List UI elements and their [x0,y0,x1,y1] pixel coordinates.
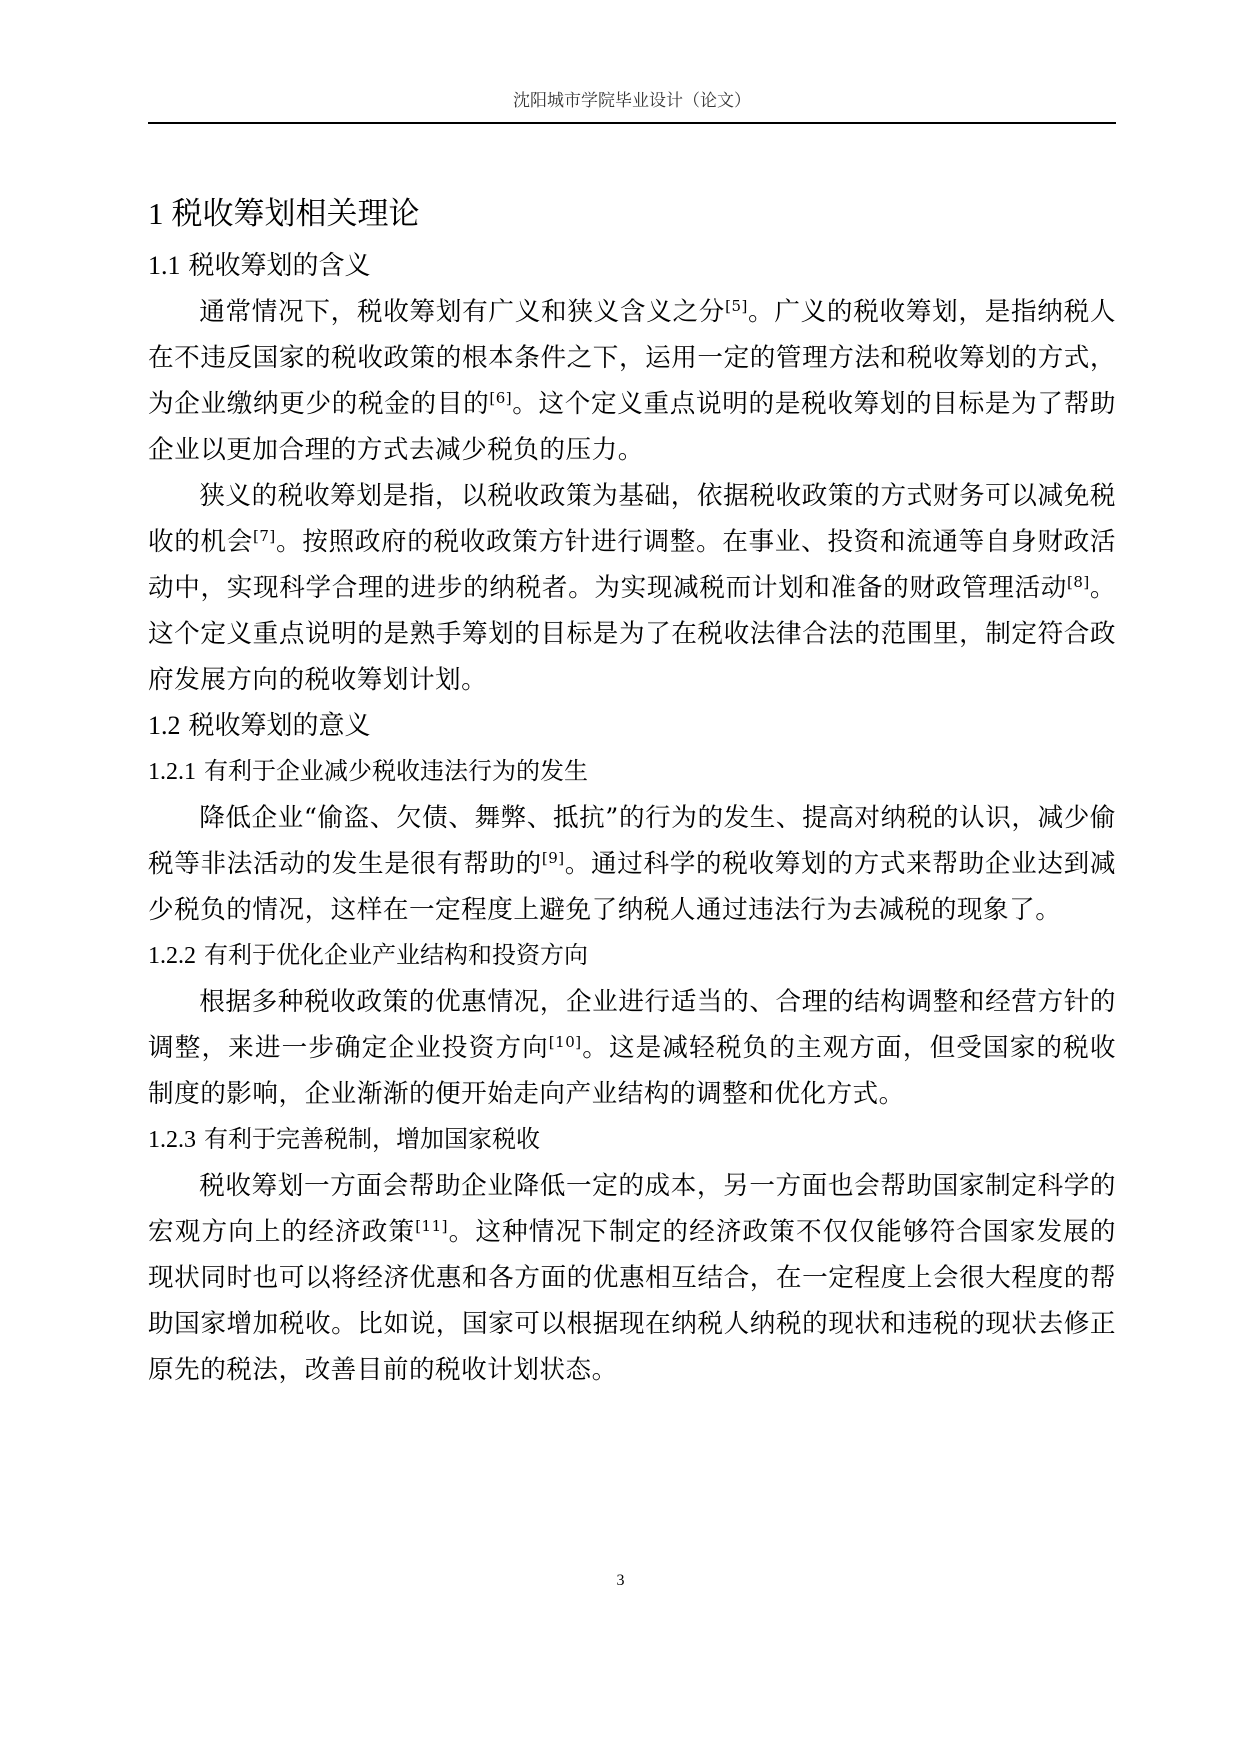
subsection-heading-1-2-1 [148,749,1116,795]
section-number: 1.2 [148,711,181,740]
section-title: 税收筹划的意义 [188,711,371,741]
paragraph-text: 通常情况下，税收筹划有广义和狭义含义之分 [199,297,726,327]
citation: [8] [1066,573,1090,591]
paragraph-text: 。这个定义重点说明的是税收筹划的目标是为了帮助企业以更加合理的方式去减少税负的压力。 [148,389,1116,465]
chapter-title: 税收筹划相关理论 [171,196,420,232]
paragraph-text: 根据多种税收政策的优惠情况，企业进行适当的、合理的结构调整和经营方针的调整，来进一步确定企业投资方向 [148,987,1116,1063]
body-paragraph [148,1163,1116,1393]
chapter-heading [148,190,1116,238]
paragraph-text: 。广义的税收筹划，是指纳税人在不违反国家的税收政策的根本条件之下，运用一定的管理方法和税收筹划的方式，为企业缴纳更少的税金的目的 [148,297,1116,419]
subsection-number: 1.2.1 [148,759,196,785]
subsection-number: 1.2.3 [148,1127,196,1153]
body-paragraph [148,979,1116,1117]
subsection-title: 有利于优化企业产业结构和投资方向 [204,941,588,969]
page-header [148,86,1116,124]
subsection-number: 1.2.2 [148,943,196,969]
citation: [7] [253,527,276,545]
body-paragraph [148,289,1116,473]
paragraph-text: 降低企业“偷盗、欠债、舞弊、抵抗”的行为的发生、提高对纳税的认识，减少偷税等非法活动的发生是很有帮助的 [148,803,1116,879]
subsection-title: 有利于完善税制，增加国家税收 [204,1125,540,1153]
paragraph-text: 。按照政府的税收政策方针进行调整。在事业、投资和流通等自身财政活动中，实现科学合理的进步的纳税者。为实现减税而计划和准备的财政管理活动 [148,527,1116,603]
body-paragraph [148,795,1116,933]
section-title: 税收筹划的含义 [188,251,371,281]
paragraph-text: 狭义的税收筹划是指，以税收政策为基础，依据税收政策的方式财务可以减免税收的机会 [148,481,1116,557]
body-paragraph [148,473,1116,703]
section-number: 1.1 [148,251,181,280]
citation: [5] [725,297,748,315]
chapter-number: 1 [148,196,164,231]
paragraph-text: 。这个定义重点说明的是熟手筹划的目标是为了在税收法律合法的范围里，制定符合政府发展方向的税收筹划计划。 [148,573,1116,695]
document-body [148,190,1116,1393]
header-title: 沈阳城市学院毕业设计（论文） [513,91,751,111]
section-heading-1-2 [148,703,1116,749]
citation: [9] [541,849,565,867]
subsection-heading-1-2-2 [148,933,1116,979]
section-heading-1-1 [148,243,1116,289]
paragraph-text: 。这是减轻税负的主观方面，但受国家的税收制度的影响，企业渐渐的便开始走向产业结构的调整和优化方式。 [148,1033,1116,1109]
page-number: 3 [616,1572,625,1589]
citation: [11] [415,1217,448,1235]
paragraph-text: 。这种情况下制定的经济政策不仅仅能够符合国家发展的现状同时也可以将经济优惠和各方面的优惠相互结合，在一定程度上会很大程度的帮助国家增加税收。比如说，国家可以根据现在纳税人纳税的现状和违税的现状去修正原先的税法，改善目前的税收计划状态。 [148,1217,1116,1385]
subsection-title: 有利于企业减少税收违法行为的发生 [204,757,588,785]
paragraph-text: 税收筹划一方面会帮助企业降低一定的成本，另一方面也会帮助国家制定科学的宏观方向上的经济政策 [148,1171,1116,1247]
citation: [6] [489,389,513,407]
subsection-heading-1-2-3 [148,1117,1116,1163]
citation: [10] [548,1033,582,1051]
paragraph-text: 。通过科学的税收筹划的方式来帮助企业达到减少税负的情况，这样在一定程度上避免了纳税人通过违法行为去减税的现象了。 [148,849,1116,925]
